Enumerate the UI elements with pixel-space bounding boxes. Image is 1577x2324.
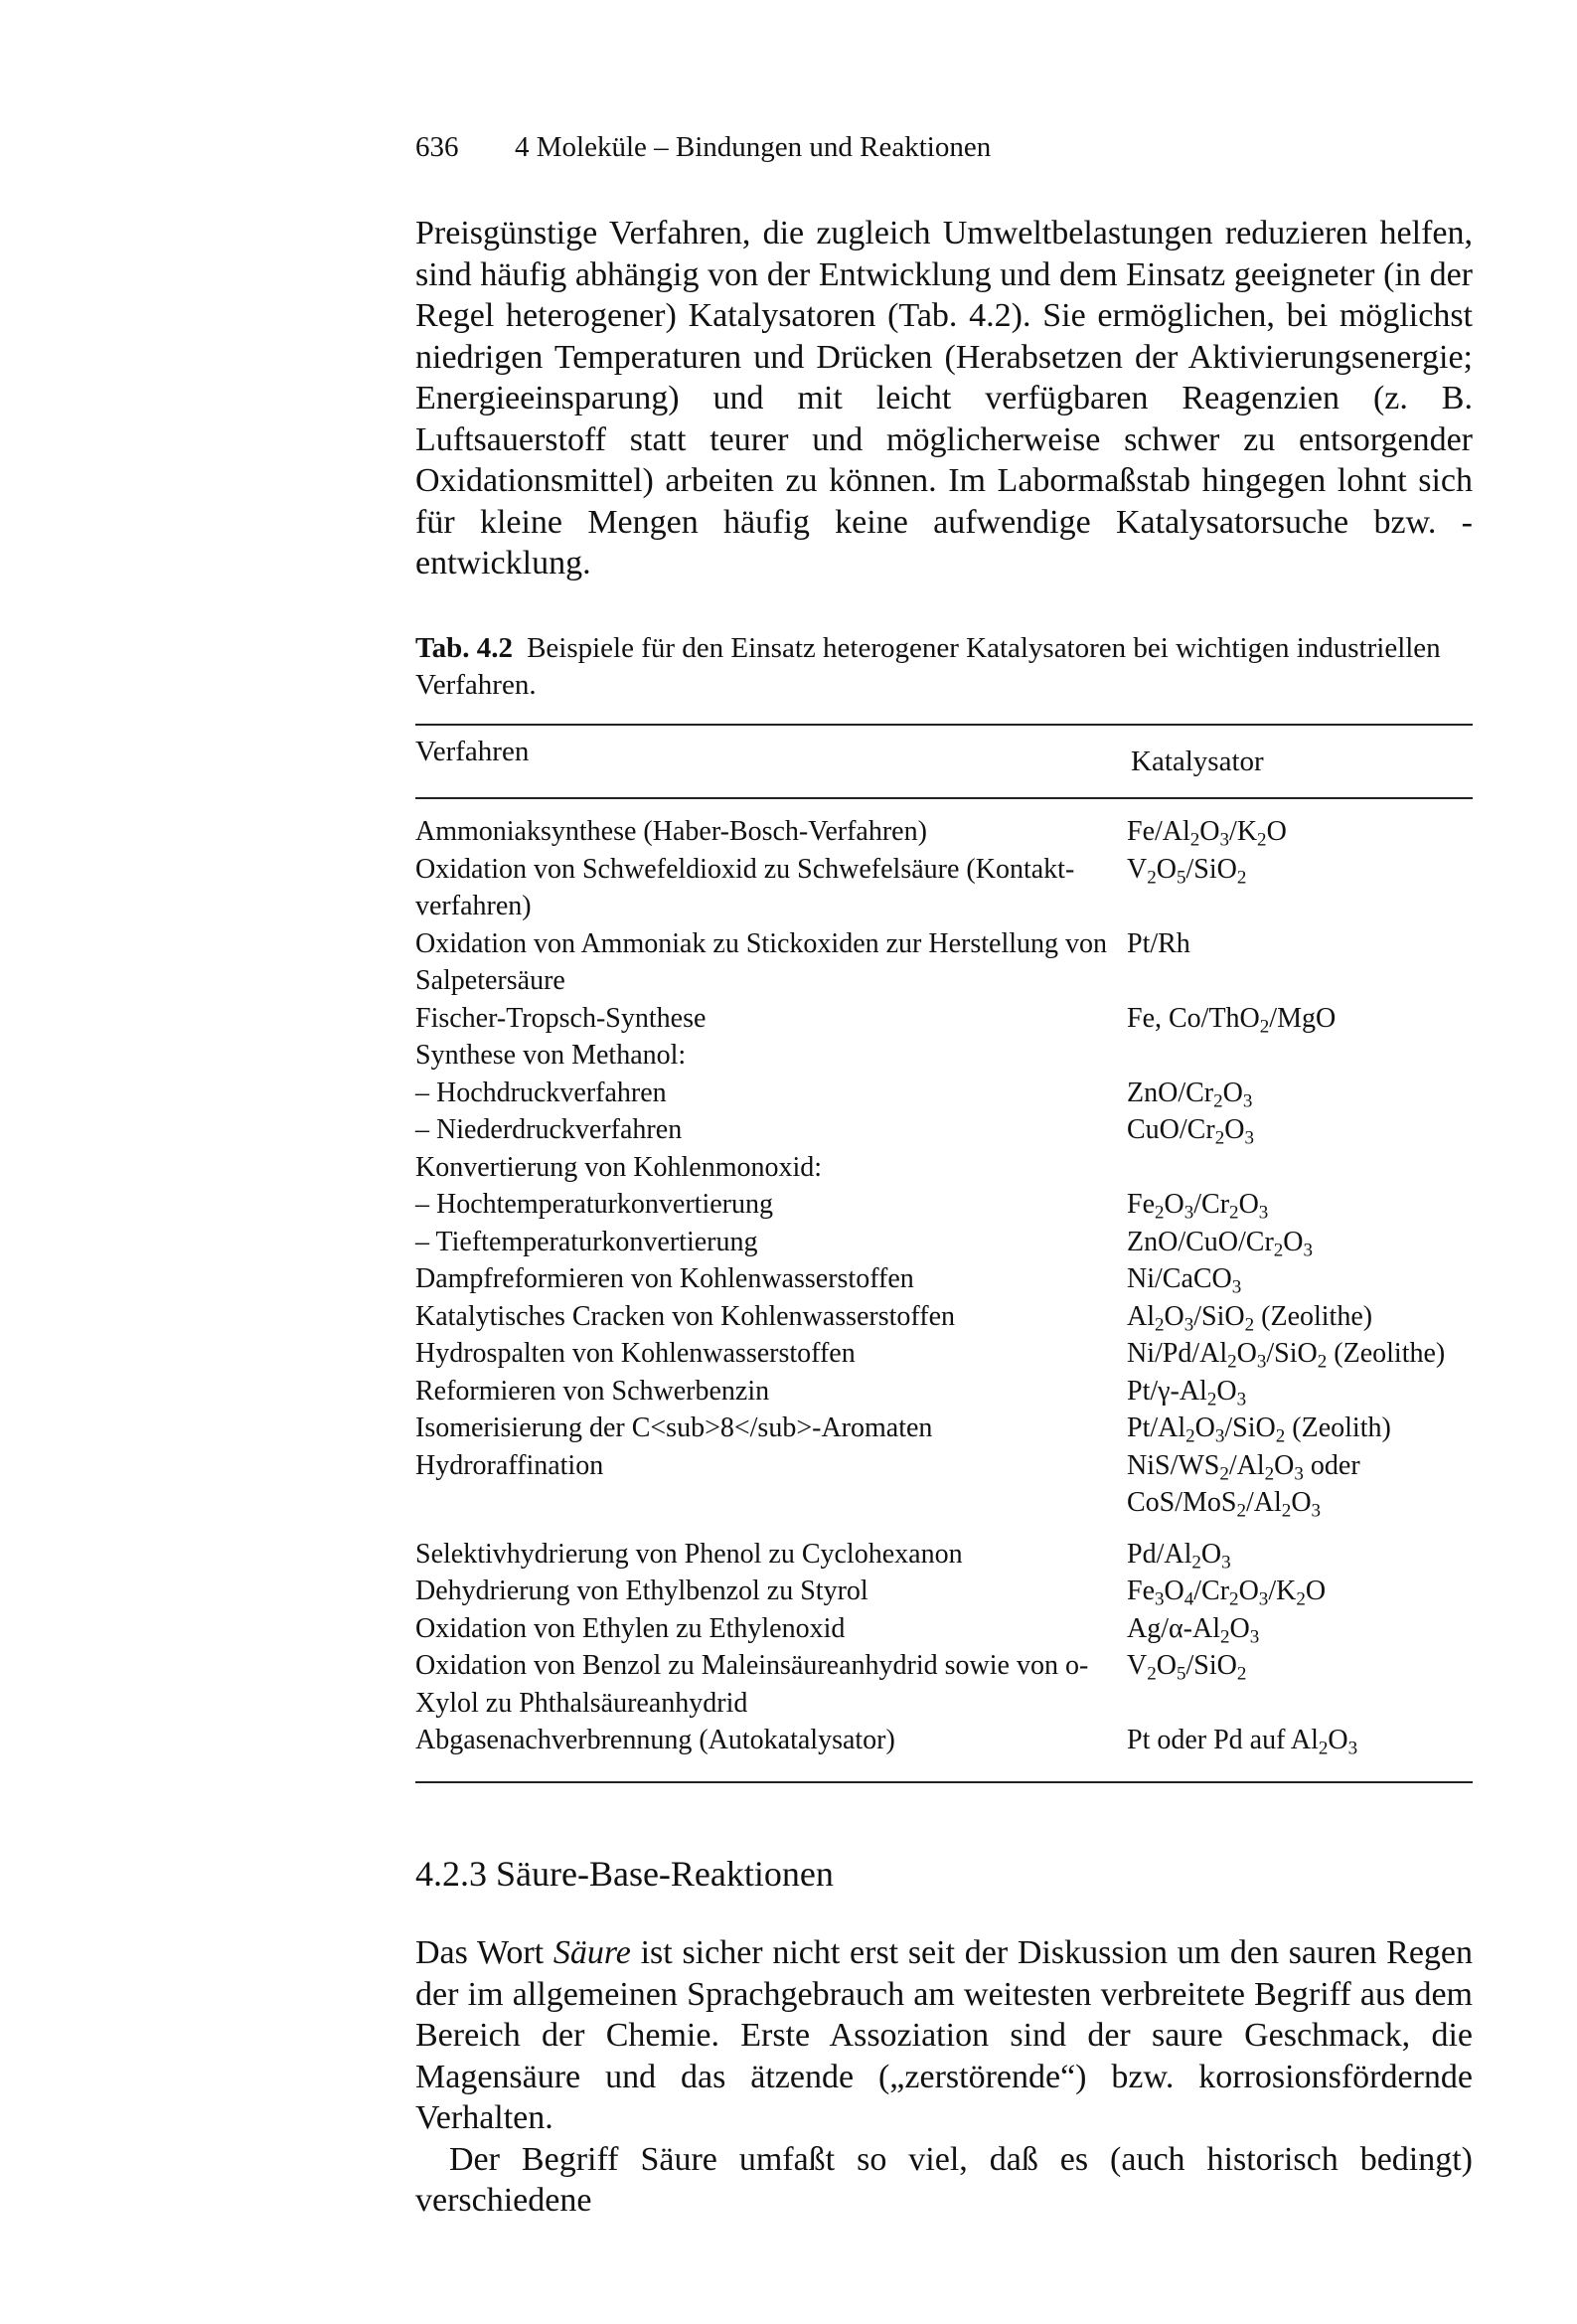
catalyst-cell: $Fe_2O_3/Cr_2O_3$: [1127, 1189, 1269, 1224]
column-header-process: Verfahren: [415, 736, 530, 767]
catalyst-cell: ZnO/$Cr_2O_3$: [1127, 1077, 1253, 1111]
catalyst-cell: Fe, Co/ThO$_2$/MgO: [1127, 1002, 1337, 1037]
catalyst-cell: NiS/$WS_2/Al_2O_3$ oder CoS/$MoS_2/Al_2O_3$: [1127, 1449, 1360, 1522]
table-row: [415, 1647, 1473, 1722]
section-body: [415, 1932, 1473, 2222]
catalyst-cell: [1127, 1037, 1473, 1075]
table-top-rule: [415, 724, 1473, 726]
section-paragraph-2: [415, 2139, 1473, 2222]
catalyst-cell: $Pt/\gamma-Al_2O_3$: [1127, 1375, 1247, 1410]
process-cell: Oxidation von Schwefeldioxid zu Schwefelsäure (Kontakt-verfahren): [415, 853, 1075, 921]
catalyst-cell: [1127, 1149, 1473, 1187]
table-row: [415, 1610, 1473, 1648]
catalyst-cell: $Fe_3O_4/Cr_2O_3/K_2O$: [1127, 1576, 1327, 1610]
catalyst-cell: $Pd/Al_2O_3$: [1127, 1538, 1231, 1573]
catalyst-cell: $Fe/Al_2O_3/K_2O$: [1127, 816, 1287, 851]
table-row: [415, 1298, 1473, 1336]
table-row: [415, 1410, 1473, 1447]
process-cell: Oxidation von Ethylen zu Ethylenoxid: [415, 1612, 846, 1644]
table-row: [415, 1260, 1473, 1298]
table-row: [415, 1224, 1473, 1261]
catalyst-cell: $Al_2O_3/SiO_2$ (Zeolithe): [1127, 1300, 1373, 1335]
table-row: [415, 1335, 1473, 1373]
process-cell: – Hochtemperaturkonvertierung: [415, 1189, 773, 1220]
process-cell: Konvertierung von Kohlenmonoxid:: [415, 1151, 823, 1183]
table-header-rule: [415, 797, 1473, 799]
table-row: [415, 1037, 1473, 1075]
table-row: [415, 1000, 1473, 1038]
process-cell: Selektivhydrierung von Phenol zu Cyclohexanon: [415, 1538, 963, 1570]
catalyst-cell: Pt oder Pd auf $Al_2O_3$: [1127, 1725, 1358, 1759]
process-cell: Hydroraffination: [415, 1449, 604, 1481]
catalyst-cell: $Ag/\alpha-Al_2O_3$: [1127, 1612, 1260, 1647]
process-cell: Katalytisches Cracken von Kohlenwasserstoffen: [415, 1300, 955, 1332]
process-cell: Dampfreformieren von Kohlenwasserstoffen: [415, 1263, 914, 1294]
table-row: [415, 1573, 1473, 1610]
table-row: [415, 1186, 1473, 1224]
process-cell: Oxidation von Benzol zu Maleinsäureanhydrid sowie von o-Xylol zu Phthalsäureanhydrid: [415, 1650, 1089, 1719]
catalyst-cell: ZnO/$CuO/Cr_2O_3$: [1127, 1226, 1314, 1260]
catalyst-cell: $Ni/Pd/Al_2O_3/SiO_2$ (Zeolithe): [1127, 1338, 1446, 1373]
process-cell: – Hochdruckverfahren: [415, 1077, 667, 1108]
table-row: [415, 1149, 1473, 1187]
catalyst-cell: $V_2O_5/SiO_2$: [1127, 1650, 1247, 1685]
table-caption: [415, 630, 1473, 704]
table-row: [415, 813, 1473, 851]
page-number: 636: [415, 131, 459, 163]
process-cell: Hydrospalten von Kohlenwasserstoffen: [415, 1338, 856, 1369]
table-row: [415, 925, 1473, 1000]
table-row: [415, 851, 1473, 925]
process-cell: Dehydrierung von Ethylbenzol zu Styrol: [415, 1576, 868, 1606]
process-cell: Oxidation von Ammoniak zu Stickoxiden zur Herstellung von Salpetersäure: [415, 927, 1108, 996]
catalyst-cell: $V_2O_5/SiO_2$: [1127, 853, 1247, 888]
table-row: [415, 1111, 1473, 1149]
catalyst-cell: Ni/CaCO$_3$: [1127, 1263, 1242, 1298]
emphasized-term: Säure: [552, 1934, 631, 1971]
process-cell: Fischer-Tropsch-Synthese: [415, 1002, 707, 1034]
table-row: [415, 1447, 1473, 1522]
paragraph-1-start: Das Wort: [415, 1934, 553, 1971]
paragraph-1-rest: ist sicher nicht erst seit der Diskussion um den sauren Regen der im allgemeinen Sprachgebrauch am weitesten verbreitete Begriff aus dem Bereich der Chemie. Erste Assoziation sind der saure Geschmack, die Magensäure und das ätzende („zerstörende“) bzw. korrosionsfördernde Verhalten.: [415, 1934, 1473, 2136]
section-paragraph-1: [415, 1932, 1473, 2139]
table-label: Tab. 4.2: [415, 632, 514, 664]
table-row: [415, 1373, 1473, 1411]
table-row: [415, 1075, 1473, 1112]
table-body: [415, 813, 1473, 1759]
table-bottom-rule: [415, 1781, 1473, 1783]
process-cell: Isomerisierung der C<sub>8</sub>-Aromaten: [415, 1412, 933, 1443]
catalyst-cell: Pt/Rh: [1127, 927, 1190, 959]
table-row: [415, 1722, 1473, 1759]
process-cell: – Tieftemperaturkonvertierung: [415, 1226, 758, 1257]
process-cell: Reformieren von Schwerbenzin: [415, 1375, 770, 1407]
running-header: [415, 131, 991, 164]
process-cell: Ammoniaksynthese (Haber-Bosch-Verfahren): [415, 816, 927, 847]
paragraph-2-text: Der Begriff Säure umfaßt so viel, daß es (auch historisch bedingt) verschiedene: [415, 2140, 1473, 2219]
section-heading: 4.2.3 Säure-Base-Reaktionen: [415, 1854, 834, 1894]
catalyst-cell: $Pt/Al_2O_3/SiO_2$ (Zeolith): [1127, 1412, 1391, 1447]
catalyst-cell: CuO/$Cr_2O_3$: [1127, 1114, 1254, 1149]
column-header-catalyst: Katalysator: [1131, 746, 1264, 777]
chapter-title: 4 Moleküle – Bindungen und Reaktionen: [515, 131, 992, 163]
process-cell: Synthese von Methanol:: [415, 1040, 687, 1071]
process-cell: – Niederdruckverfahren: [415, 1114, 683, 1145]
table-caption-text: Beispiele für den Einsatz heterogener Katalysatoren bei wichtigen industriellen Verfahren.: [415, 632, 1441, 701]
table-row: [415, 1536, 1473, 1574]
process-cell: Abgasenachverbrennung (Autokatalysator): [415, 1725, 895, 1755]
intro-paragraph: Preisgünstige Verfahren, die zugleich Umweltbelastungen reduzieren helfen, sind häufig abhängig von der Entwicklung und dem Einsatz geeigneter (in der Regel heterogener) Katalysatoren (Tab. 4.2). Sie ermöglichen, bei möglichst niedrigen Temperaturen und Drücken (Herabsetzen der Aktivierungsenergie; Energieeinsparung) und mit leicht verfügbaren Reagenzien (z. B. Luftsauerstoff statt teurer und möglicherweise schwer zu entsorgender Oxidationsmittel) arbeiten zu können. Im Labormaßstab hingegen lohnt sich für kleine Mengen häufig keine aufwendige Katalysatorsuche bzw. -entwicklung.: [415, 215, 1473, 581]
